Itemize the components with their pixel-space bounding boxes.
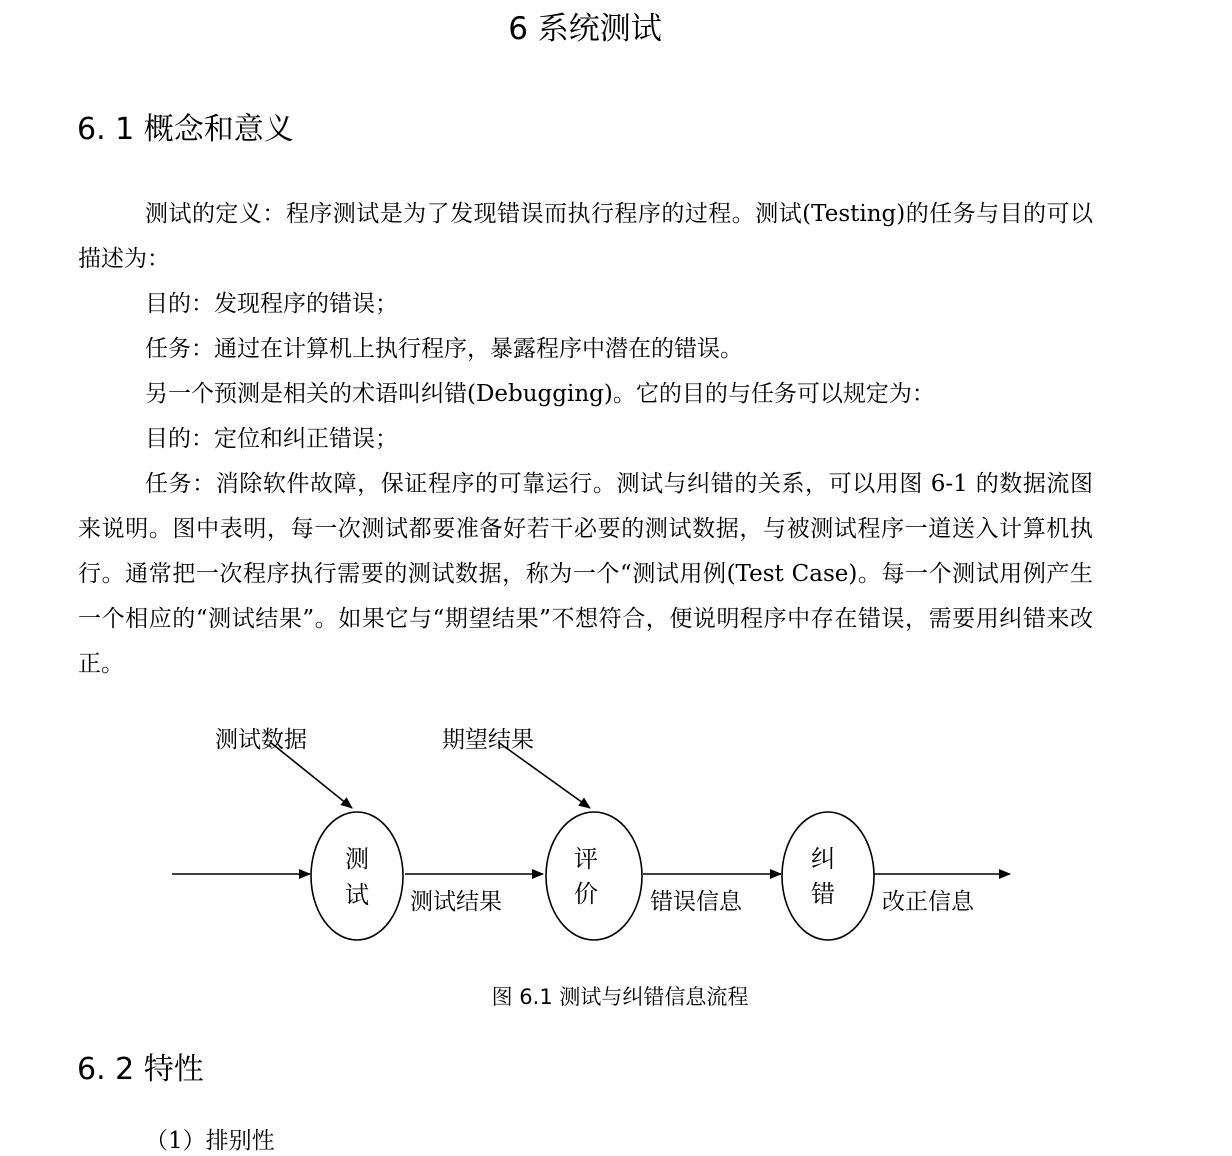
figure-caption: 图 6.1 测试与纠错信息流程: [491, 985, 749, 1009]
test-debug-flow-diagram: [160, 712, 1020, 952]
edge-label-error-info: 错误信息: [650, 889, 742, 915]
label-expected-result: 期望结果: [442, 727, 534, 753]
arrow-test-data-to-test: [270, 742, 352, 808]
arrow-expected-to-evaluate: [498, 742, 590, 808]
node-debug: [782, 812, 874, 940]
node-debug-char-2: 错: [811, 880, 835, 908]
edge-label-correction-info: 改正信息: [882, 889, 974, 915]
paragraph-debugging: 另一个预测是相关的术语叫纠错(Debugging)。它的目的与任务可以规定为：: [145, 381, 935, 407]
paragraph-debug-purpose: 目的：定位和纠正错误；: [145, 426, 398, 452]
paragraph-test-task: 任务：通过在计算机上执行程序，暴露程序中潜在的错误。: [145, 336, 743, 362]
section-heading-6-2: 6. 2 特性: [77, 1052, 204, 1087]
flow-diagram-svg: [160, 712, 1020, 952]
edge-label-test-result: 测试结果: [410, 889, 502, 915]
node-test-char-1: 测: [345, 845, 369, 873]
section-heading-6-1: 6. 1 概念和意义: [77, 112, 294, 147]
section-6-2-first-item: （1）排别性: [145, 1128, 275, 1154]
section-body: [78, 192, 1093, 687]
paragraph-test-purpose: 目的：发现程序的错误；: [145, 291, 398, 317]
node-evaluate-char-2: 价: [574, 880, 598, 908]
node-evaluate-char-1: 评: [574, 845, 598, 873]
node-test: [311, 812, 403, 940]
paragraph-debug-task: 任务：消除软件故障，保证程序的可靠运行。测试与纠错的关系，可以用图 6-1 的数据流图来说明。图中表明，每一次测试都要准备好若干必要的测试数据，与被测试程序一道送入计算机执行。通常把一次程序执行需要的测试数据，称为一个“测试用例(Test Case)。每一个测试用例产生一个相应的“测试结果”。如果它与“期望结果”不想符合，便说明程序中存在错误，需要用纠错来改正。: [78, 471, 1093, 677]
label-test-data: 测试数据: [215, 727, 307, 753]
node-debug-char-1: 纠: [811, 845, 835, 873]
node-test-char-2: 试: [345, 881, 369, 909]
node-evaluate: [546, 812, 642, 940]
chapter-title: 6 系统测试: [508, 11, 662, 47]
paragraph-definition: 测试的定义：程序测试是为了发现错误而执行程序的过程。测试(Testing)的任务与目的可以描述为：: [78, 201, 1093, 272]
